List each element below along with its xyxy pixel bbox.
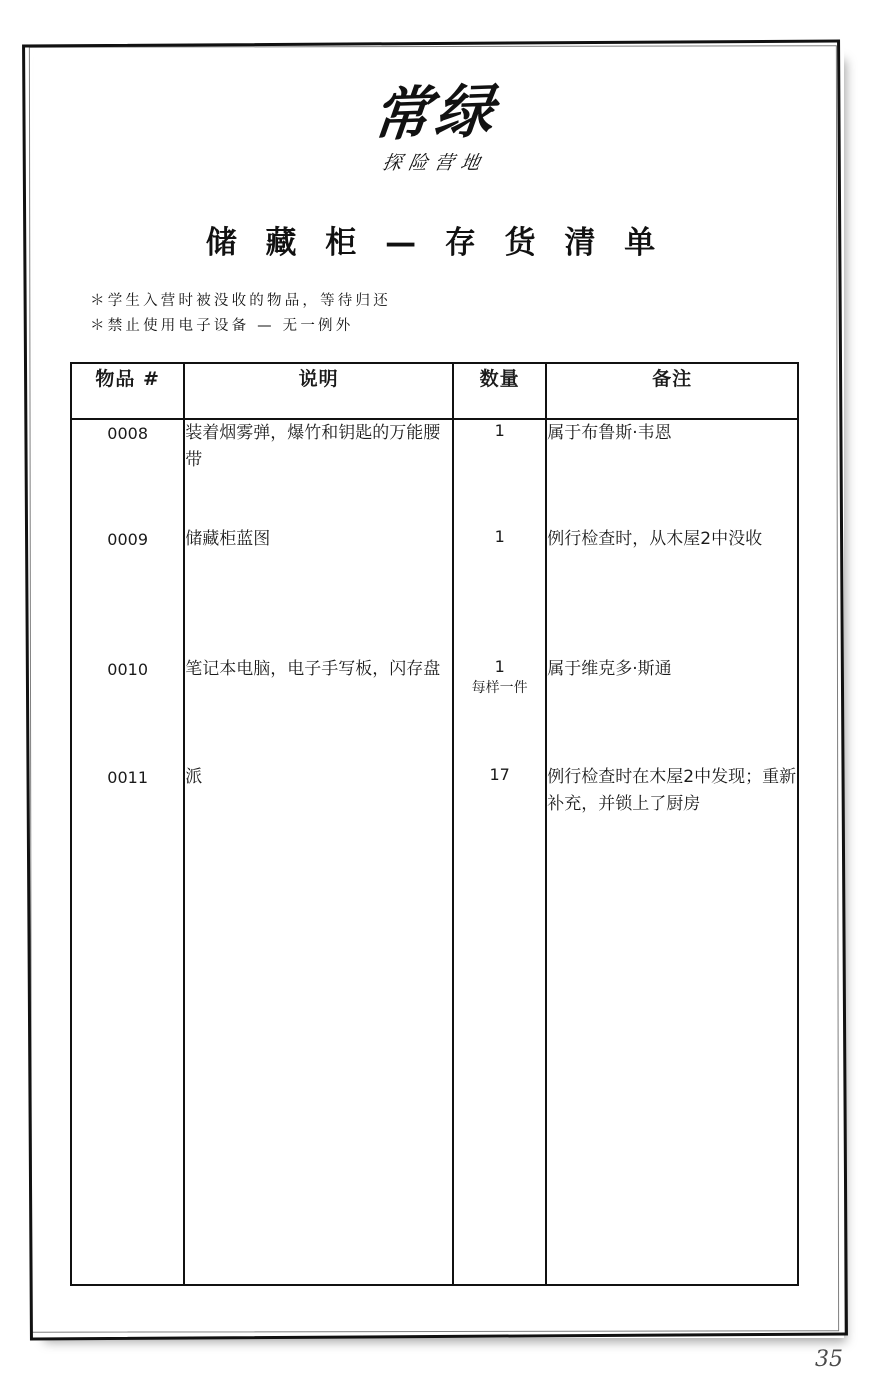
logo-wordmark: 常绿 [369,76,501,150]
cell-notes: 属于维克多·斯通 [547,659,672,679]
page-number: 35 [815,1347,843,1372]
logo-tagline: 探险营地 [380,152,489,174]
empty-cell [72,884,184,1284]
cell-item-number: 0009 [72,526,184,656]
cell-notes: 例行检查时，从木屋2中没收 [547,529,763,549]
column-header-description: 说明 [184,364,453,419]
quantity-value: 17 [489,765,510,784]
cell-description: 储藏柜蓝图 [184,526,453,656]
inventory-table [70,362,799,1286]
camp-logo [40,76,830,175]
quantity-note: 每样一件 [471,680,528,696]
table-row [72,526,797,656]
cell-description: 笔记本电脑，电子手写板，闪存盘 [184,656,453,764]
table-row [72,656,797,764]
empty-cell [184,884,453,1284]
cell-description: 装着烟雾弹，爆竹和钥匙的万能腰带 [184,419,453,526]
page-title: 储 藏 柜 — 存 货 清 单 [205,225,665,261]
table-header-row [72,364,797,419]
cell-quantity [453,419,546,526]
column-header-quantity: 数量 [453,364,546,419]
cell-item-number: 0010 [72,656,184,764]
header-notes [90,289,790,339]
quantity-value: 1 [494,657,505,676]
cell-item-number: 0008 [72,419,184,526]
empty-cell [546,884,797,1284]
cell-quantity [453,764,546,884]
cell-notes: 属于布鲁斯·韦恩 [547,423,672,443]
column-header-notes: 备注 [546,364,797,419]
table-row [72,764,797,884]
column-header-item-number: 物品 # [72,364,184,419]
cell-description: 派 [184,764,453,884]
cell-notes: 例行检查时在木屋2中发现；重新补充，并锁上了厨房 [547,767,797,814]
note-line-2: ＊禁止使用电子设备 — 无一例外 [90,318,354,334]
quantity-value: 1 [494,527,505,546]
quantity-value: 1 [494,421,505,440]
note-line-1: ＊学生入营时被没收的物品，等待归还 [90,293,391,309]
cell-item-number: 0011 [72,764,184,884]
cell-quantity [453,656,546,764]
table-row [72,419,797,526]
cell-quantity [453,526,546,656]
page-content [40,52,830,1327]
table-empty-space [72,884,797,1284]
empty-cell [453,884,546,1284]
